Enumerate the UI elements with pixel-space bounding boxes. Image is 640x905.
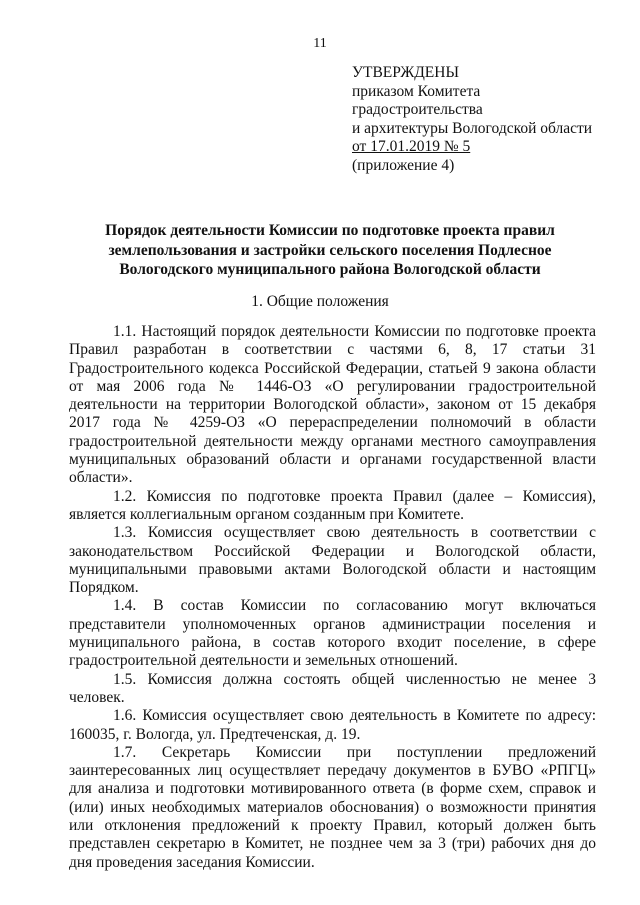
approval-block <box>352 64 612 176</box>
section-heading: 1. Общие положения <box>251 293 389 310</box>
approval-line: градостроительства <box>352 101 483 119</box>
approval-appendix: (приложение 4) <box>352 156 455 174</box>
approval-line: приказом Комитета <box>352 82 481 100</box>
page-number: 11 <box>313 36 327 51</box>
document-title: Порядок деятельности Комиссии по подготовке проекта правил землепользования и застройки сельского поселения Подлесное Вологодского муниципального района Вологодской области <box>105 222 555 278</box>
approval-date: от 17.01.2019 № 5 <box>352 138 471 156</box>
paragraph: 1.1. Настоящий порядок деятельности Комиссии по подготовке проекта Правил разработан в соответствии с частями 6, 8, 17 статьи 31 Градостроительного кодекса Российской Федерации, статьей 9 закона области от мая 2006 года № 1446-ОЗ «О регулировании градостроительной деятельности на территории Вологодской области», законом от 15 декабря 2017 года № 4259-ОЗ «О перераспределении полномочий в области градостроительной деятельности между органами местного самоуправления муниципальных образований области и органами государственной власти области». <box>69 323 596 487</box>
approval-line: УТВЕРЖДЕНЫ <box>352 64 459 81</box>
paragraph: 1.7. Секретарь Комиссии при поступлении предложений заинтересованных лиц осуществляет передачу документов в БУВО «РПГЦ» для анализа и подготовки мотивированного ответа (в форме схем, справок и (или) иных необходимых материалов обоснования) о возможности принятия или отклонения предложений к проекту Правил, который должен быть представлен секретарю в Комитет, не позднее чем за 3 (три) рабочих дня до дня проведения заседания Комиссии. <box>69 743 596 871</box>
document-body <box>69 323 596 872</box>
paragraph: 1.5. Комиссия должна состоять общей численностью не менее 3 человек. <box>69 670 596 706</box>
paragraph: 1.6. Комиссия осуществляет свою деятельность в Комитете по адресу: 160035, г. Вологда, ул. Предтеченская, д. 19. <box>69 707 596 743</box>
paragraph: 1.2. Комиссия по подготовке проекта Правил (далее – Комиссия), является коллегиальным органом созданным при Комитете. <box>69 487 596 523</box>
paragraph: 1.4. В состав Комиссии по согласованию могут включаться представители уполномоченных органов администрации поселения и муниципального района, в состав которого входит поселение, в сфере градостроительной деятельности и земельных отношений. <box>69 597 596 670</box>
approval-line: и архитектуры Вологодской области <box>352 119 593 137</box>
paragraph: 1.3. Комиссия осуществляет свою деятельность в соответствии с законодательством Российской Федерации и Вологодской области, муниципальными правовыми актами Вологодской области и настоящим Порядком. <box>69 524 596 597</box>
